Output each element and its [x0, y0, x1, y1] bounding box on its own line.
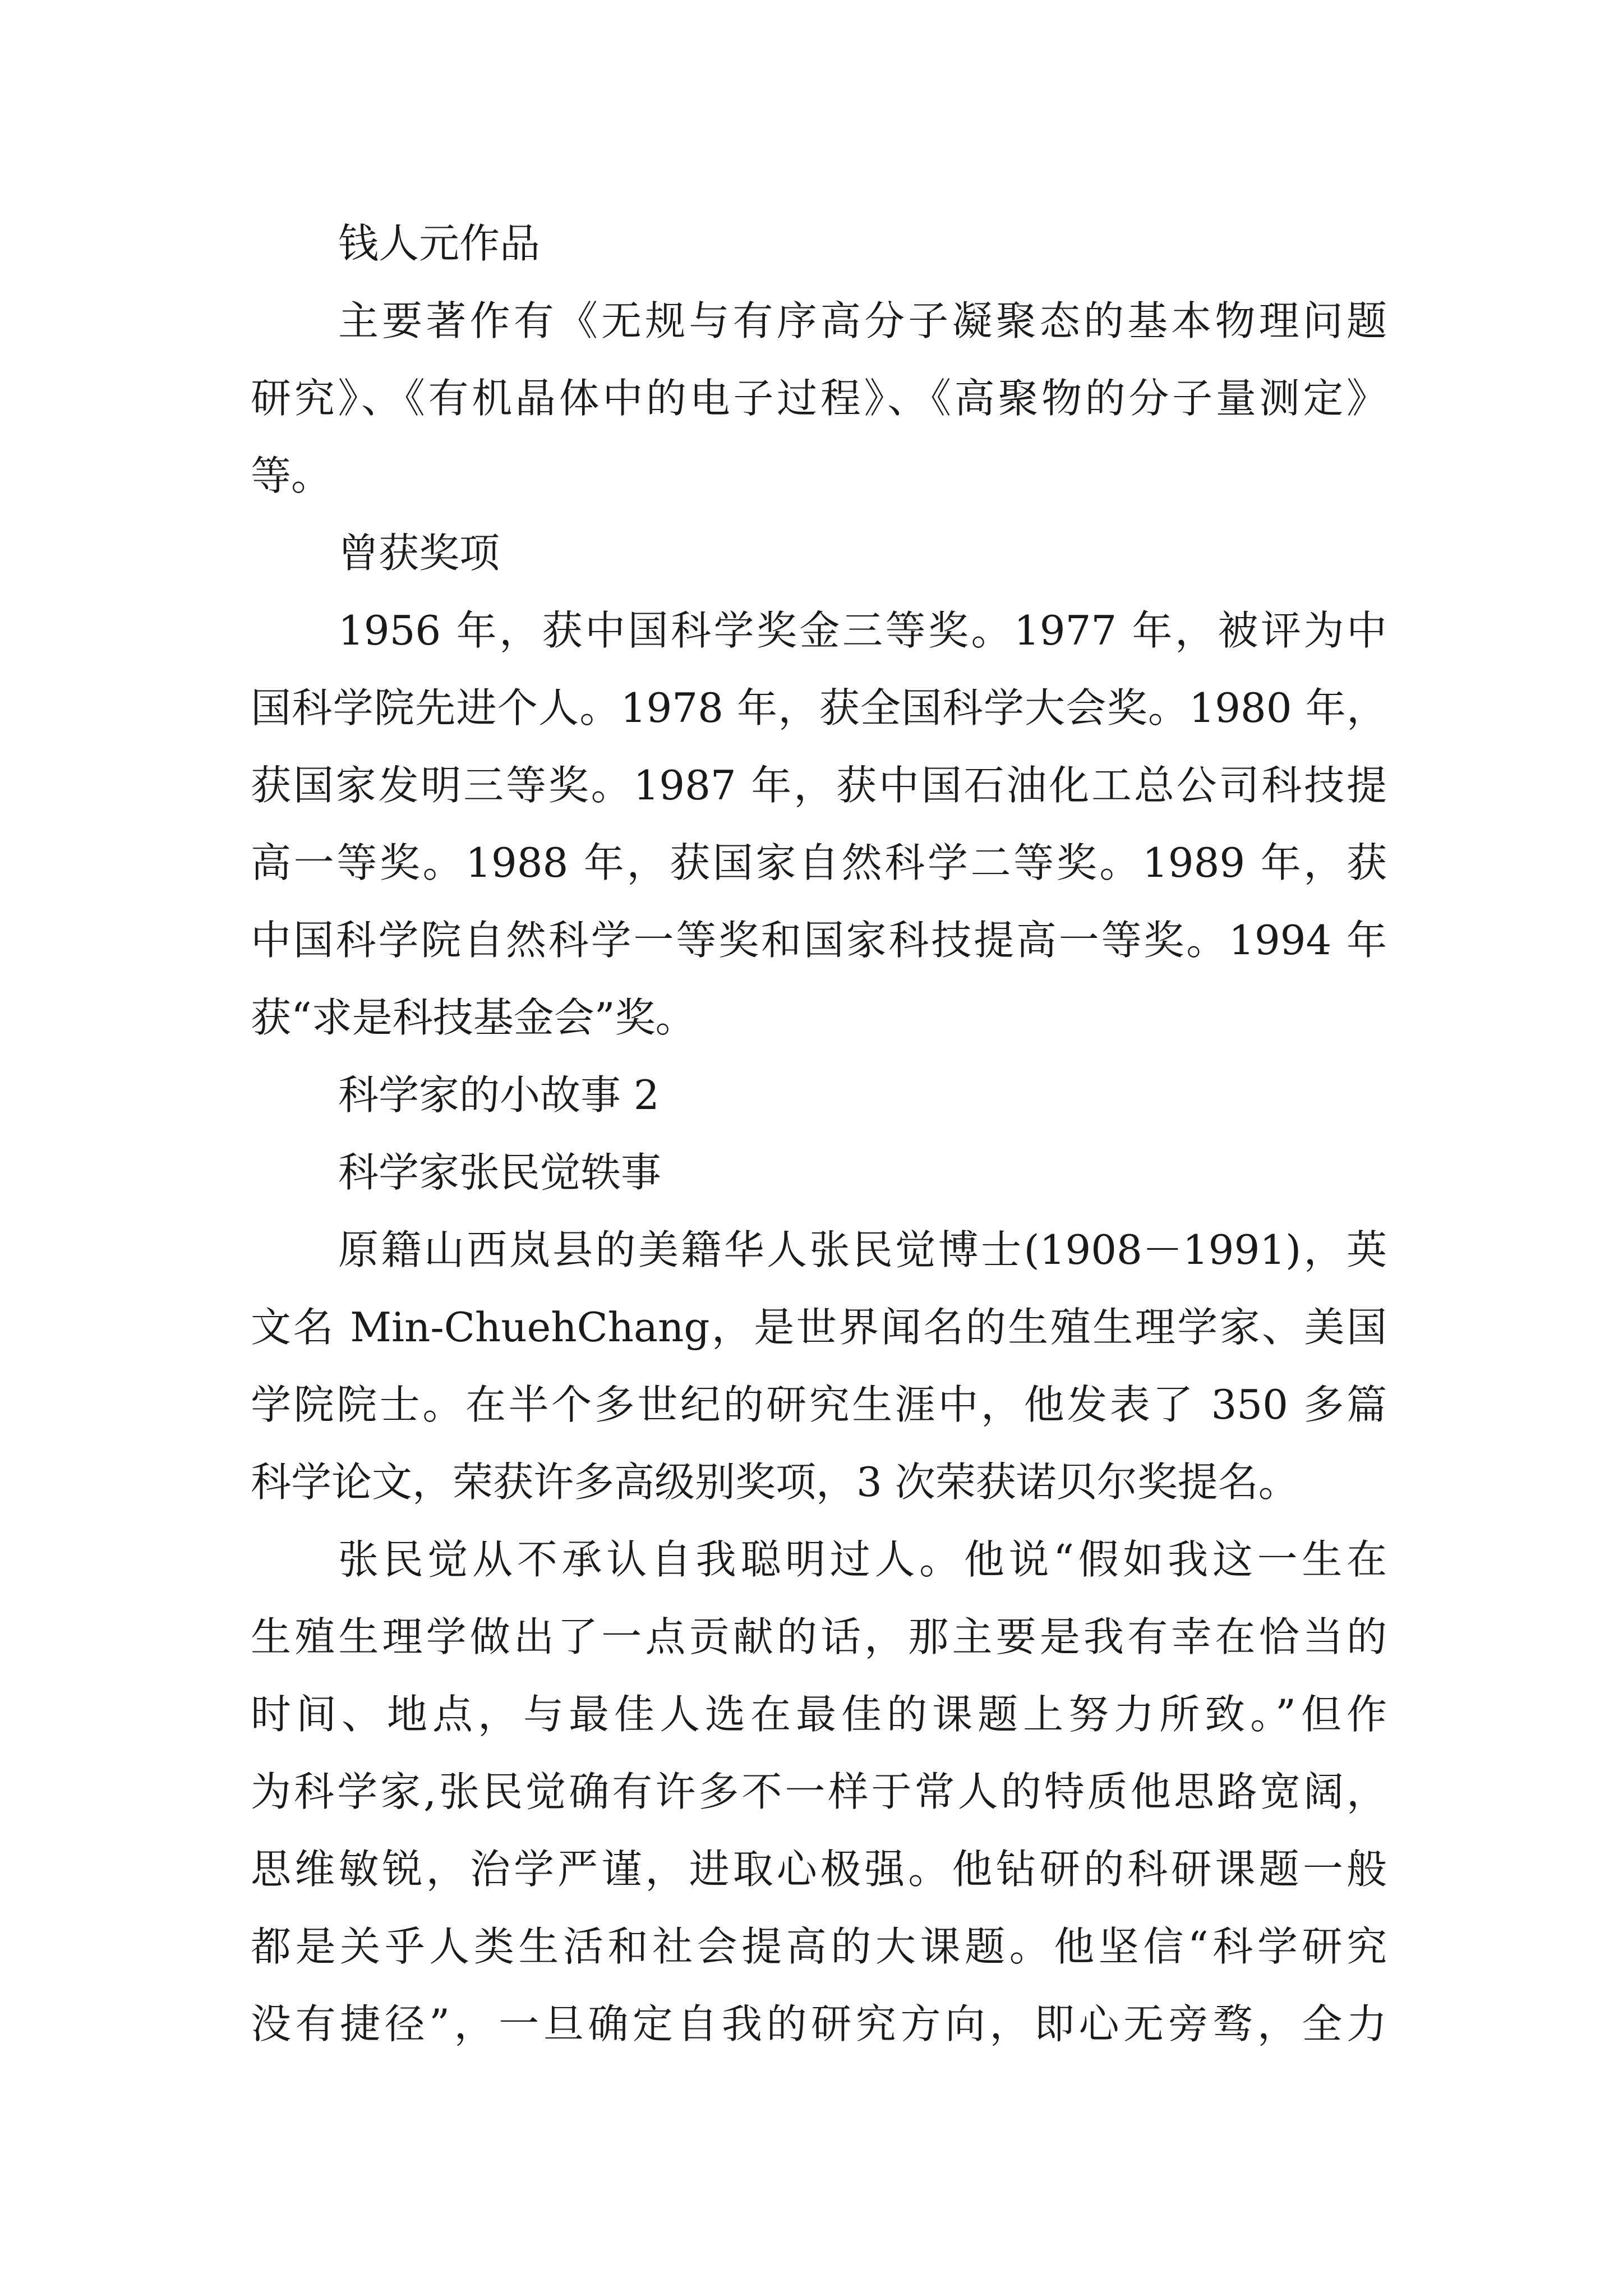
text-line: 没有捷径”，一旦确定自我的研究方向，即心无旁骛，全力: [251, 2000, 1387, 2047]
text-line: 研究》、《有机晶体中的电子过程》、《高聚物的分子量测定》: [251, 375, 1387, 422]
text-line: 国科学院先进个人。1978 年，获全国科学大会奖。1980 年，: [251, 684, 1387, 731]
text-line: 主要著作有《无规与有序高分子凝聚态的基本物理问题: [338, 297, 1387, 344]
text-line: 文名 Min-ChuehChang，是世界闻名的生殖生理学家、美国: [251, 1304, 1387, 1351]
text-line: 科学家张民觉轶事: [338, 1149, 662, 1196]
text-line: 原籍山西岚县的美籍华人张民觉博士(1908－1991)，英: [338, 1226, 1387, 1273]
text-line: 时间、地点，与最佳人选在最佳的课题上努力所致。”但作: [251, 1691, 1387, 1738]
text-column: [251, 205, 1387, 2063]
text-line: 生殖生理学做出了一点贡献的话，那主要是我有幸在恰当的: [251, 1613, 1387, 1660]
section-heading-works: [251, 205, 1387, 282]
text-line: 获国家发明三等奖。1987 年，获中国石油化工总公司科技提: [251, 762, 1387, 809]
text-line: 学院院士。在半个多世纪的研究生涯中，他发表了 350 多篇: [251, 1381, 1387, 1428]
paragraph-biography: [251, 1211, 1387, 1521]
paragraph-anecdote: [251, 1521, 1387, 2063]
section-subheading-anecdote: [251, 1134, 1387, 1211]
text-line: 曾获奖项: [338, 530, 500, 577]
text-line: 等。: [251, 452, 332, 499]
paragraph-awards: [251, 592, 1387, 1056]
text-line: 都是关乎人类生活和社会提高的大课题。他坚信“科学研究: [251, 1923, 1387, 1970]
text-line: 张民觉从不承认自我聪明过人。他说“假如我这一生在: [338, 1536, 1387, 1583]
text-line: 获“求是科技基金会”奖。: [251, 994, 696, 1041]
text-line: 钱人元作品: [338, 220, 541, 267]
section-heading-story: [251, 1056, 1387, 1134]
text-line: 1956 年，获中国科学奖金三等奖。1977 年，被评为中: [338, 607, 1387, 654]
text-line: 科学论文，荣获许多高级别奖项，3 次荣获诺贝尔奖提名。: [251, 1458, 1299, 1506]
text-line: 为科学家,张民觉确有许多不一样于常人的特质他思路宽阔，: [251, 1768, 1387, 1815]
text-line: 科学家的小故事 2: [338, 1071, 660, 1119]
text-line: 中国科学院自然科学一等奖和国家科技提高一等奖。1994 年: [251, 917, 1387, 964]
section-heading-awards: [251, 514, 1387, 592]
text-line: 思维敏锐，治学严谨，进取心极强。他钻研的科研课题一般: [251, 1846, 1387, 1893]
paragraph-works: [251, 282, 1387, 514]
text-line: 高一等奖。1988 年，获国家自然科学二等奖。1989 年，获: [251, 839, 1387, 886]
